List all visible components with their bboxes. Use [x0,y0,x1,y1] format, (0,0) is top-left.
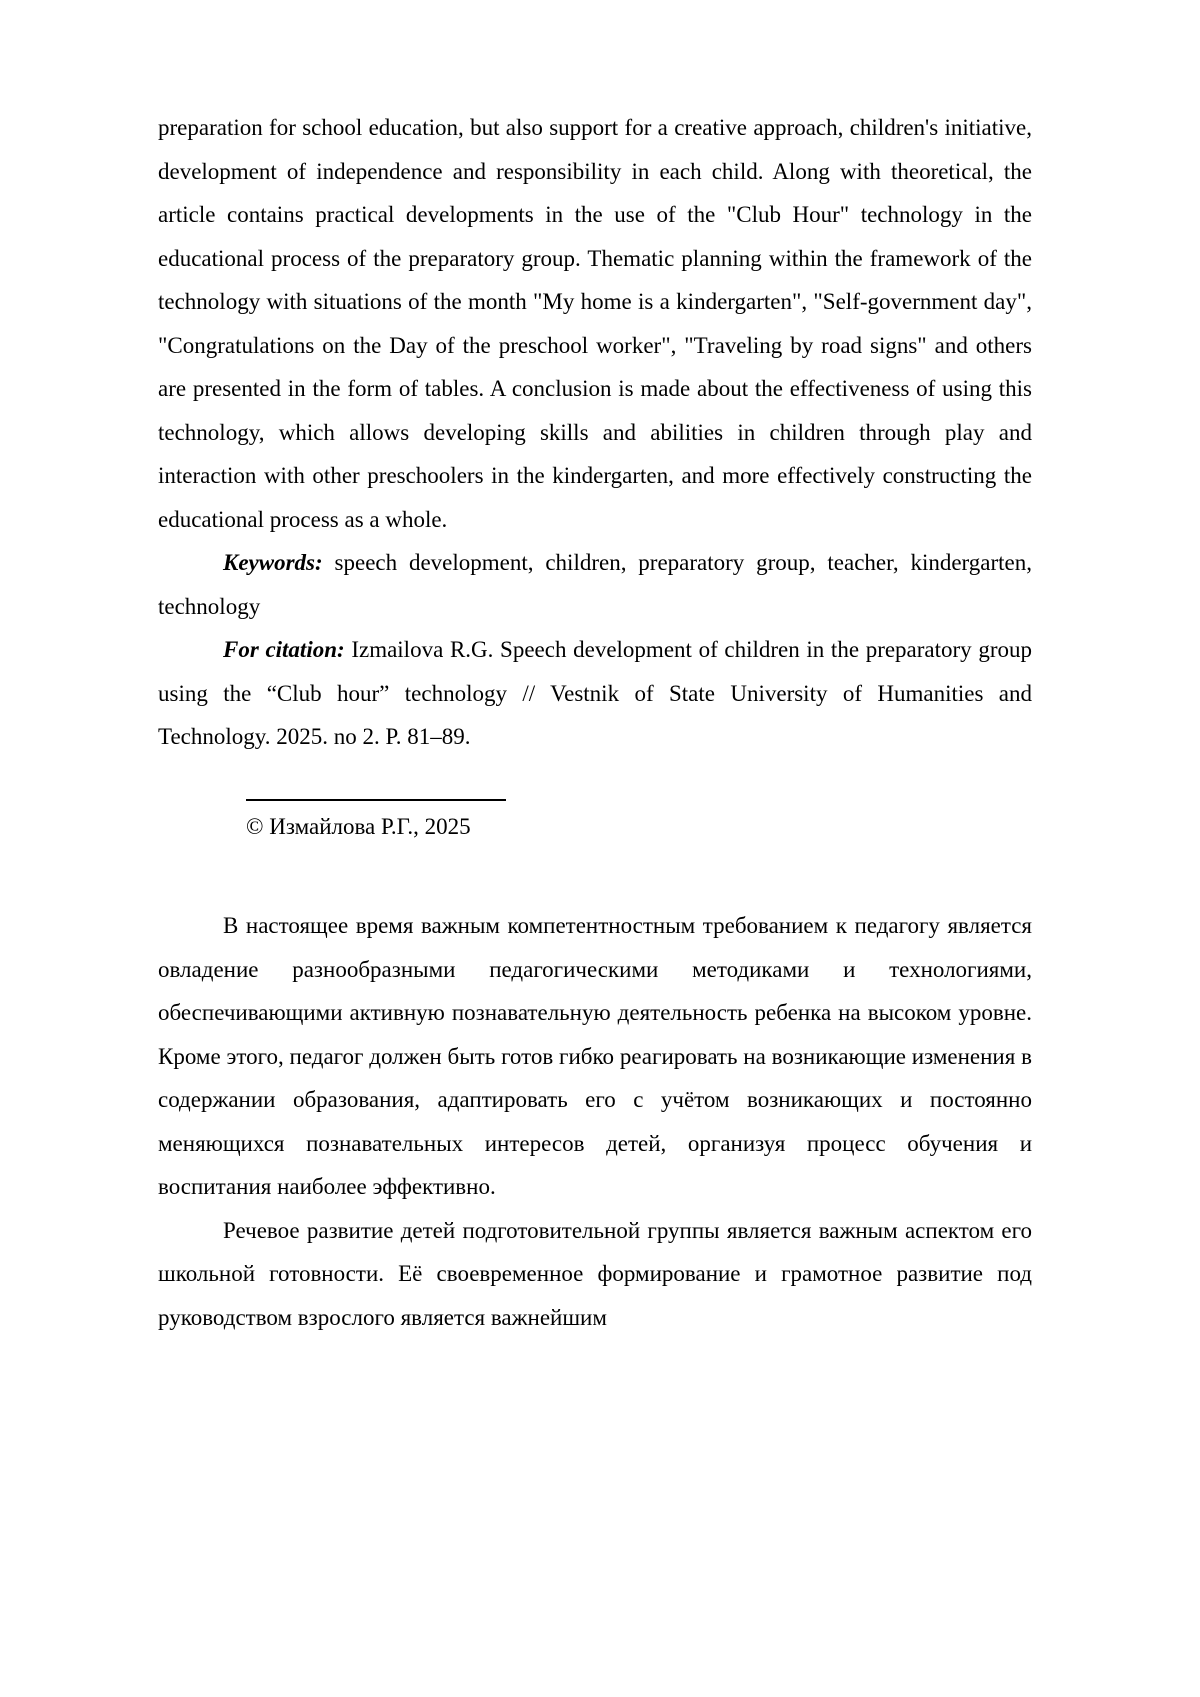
keywords-text: speech development, children, preparatory group, teacher, kindergarten, technology [158,550,1033,619]
body-paragraph-2: Речевое развитие детей подготовительной группы является важным аспектом его школьной готовности. Её своевременное формирование и грамотное развитие под руководством взрослого является важнейшим [158,1217,1032,1330]
footnote-rule [246,799,506,801]
body-paragraph-1: В настоящее время важным компетентностным требованием к педагогу является овладение разнообразными педагогическими методиками и технологиями, обеспечивающими активную познавательную деятельность ребенка на высоком уровне. Кроме этого, педагог должен быть готов гибко реагировать на возникающие изменения в содержании образования, адаптировать его с учётом возникающих и постоянно меняющихся познавательных интересов детей, организуя процесс обучения и воспитания наиболее эффективно. [158,913,1032,1199]
citation-paragraph [158,628,1032,759]
keywords-paragraph [158,541,1032,628]
keywords-label: Keywords: [223,550,323,575]
citation-text: Izmailova R.G. Speech development of children in the preparatory group using the “Club hour” technology // Vestnik of State University of Humanities and Technology. 2025. no 2. P. 81–89. [158,637,1032,749]
footnote-block [158,799,1032,849]
citation-label: For citation: [223,637,345,662]
abstract-continuation-paragraph: preparation for school education, but also support for a creative approach, children's initiative, development of independence and responsibility in each child. Along with theoretical, the article contains practical developments in the use of the "Club Hour" technology in the educational process of the preparatory group. Thematic planning within the framework of the technology with situations of the month "My home is a kindergarten", "Self-government day", "Congratulations on the Day of the preschool worker", "Traveling by road signs" and others are presented in the form of tables. A conclusion is made about the effectiveness of using this technology, which allows developing skills and abilities in children through play and interaction with other preschoolers in the kindergarten, and more effectively constructing the educational process as a whole. [158,115,1032,532]
copyright-line: © Измайлова Р.Г., 2025 [246,813,471,839]
